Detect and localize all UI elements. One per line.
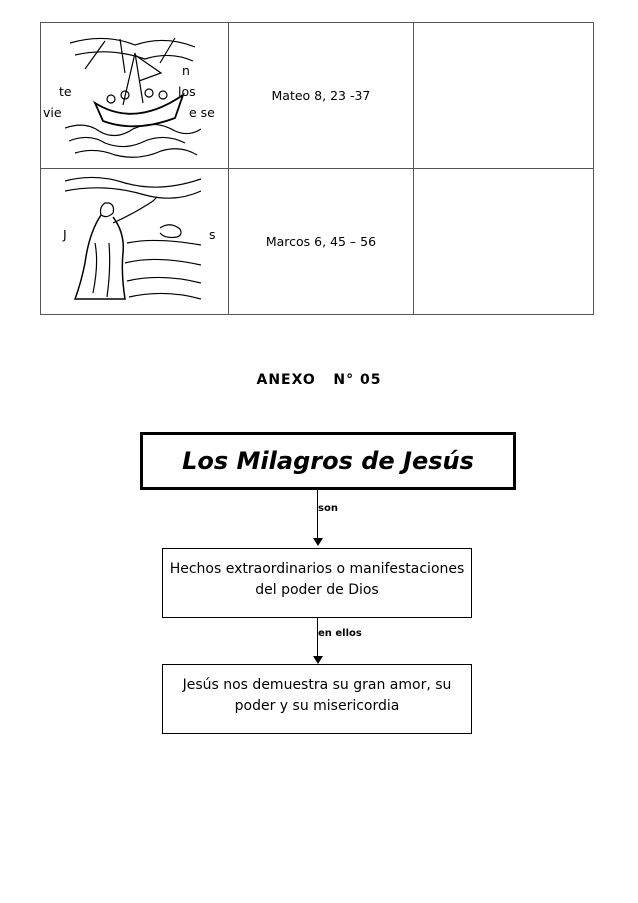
jesus-walking-on-water-illustration bbox=[65, 173, 201, 303]
text-fragment: s bbox=[209, 227, 216, 242]
reference-cell: Marcos 6, 45 – 56 bbox=[228, 169, 414, 315]
arrowhead-icon bbox=[313, 656, 323, 664]
reference-cell: Mateo 8, 23 -37 bbox=[228, 23, 414, 169]
concept-map-title-box bbox=[140, 432, 516, 490]
empty-cell bbox=[414, 23, 594, 169]
concept-map-title: Los Milagros de Jesús bbox=[182, 447, 474, 475]
connector-line bbox=[317, 490, 318, 540]
concept-box-definition-text: Hechos extraordinarios o manifestaciones del poder de Dios bbox=[169, 561, 465, 598]
concept-box-meaning bbox=[162, 664, 472, 734]
text-fragment: te bbox=[59, 84, 72, 99]
connector-label-en-ellos: en ellos bbox=[318, 628, 362, 639]
image-cell bbox=[41, 169, 229, 315]
table-row bbox=[41, 23, 594, 169]
image-cell bbox=[41, 23, 229, 169]
concept-box-meaning-text: Jesús nos demuestra su gran amor, su poder y su misericordia bbox=[182, 677, 452, 714]
text-fragment: e se bbox=[189, 105, 215, 120]
arrowhead-icon bbox=[313, 538, 323, 546]
miracles-table bbox=[40, 22, 594, 315]
boat-storm-illustration bbox=[65, 33, 201, 163]
text-fragment: J bbox=[63, 227, 67, 242]
connector-label-son: son bbox=[318, 503, 338, 514]
text-fragment: vie bbox=[43, 105, 62, 120]
text-fragment: los bbox=[178, 84, 196, 99]
text-fragment: n bbox=[182, 63, 190, 78]
empty-cell bbox=[414, 169, 594, 315]
annex-heading: ANEXO N° 05 bbox=[256, 372, 382, 388]
table-row bbox=[41, 169, 594, 315]
concept-box-definition bbox=[162, 548, 472, 618]
